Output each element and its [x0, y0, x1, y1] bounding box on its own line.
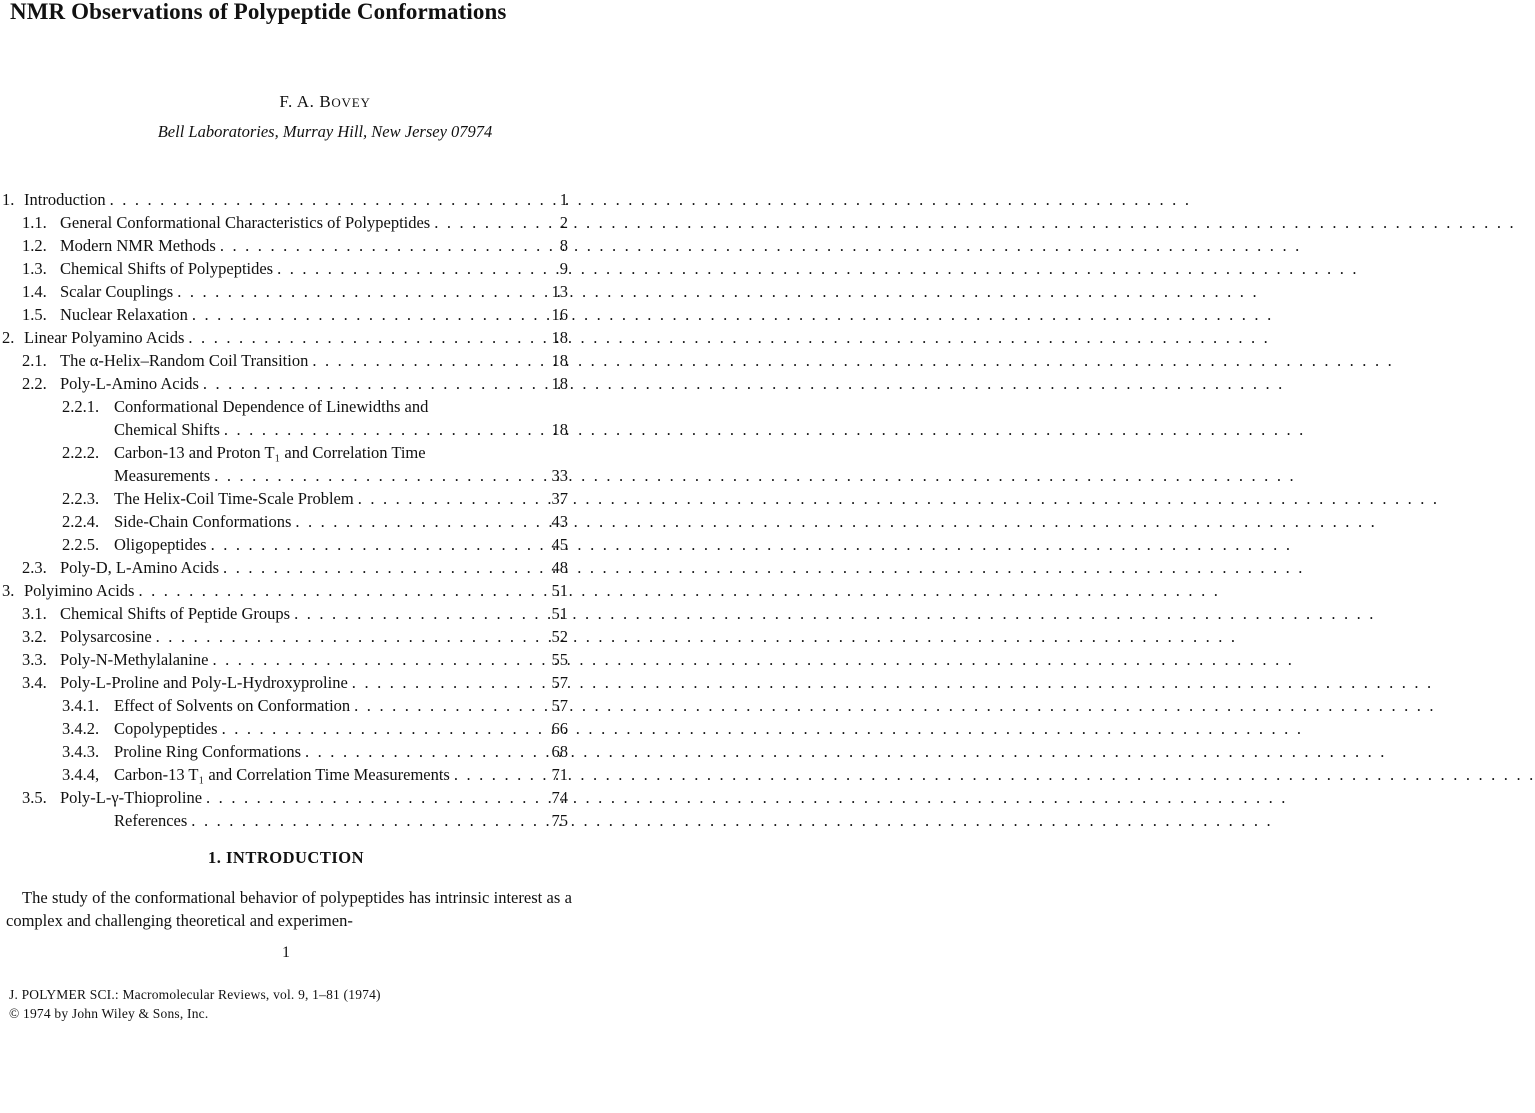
- toc-entry[interactable]: [62, 696, 568, 719]
- toc-title: References: [114, 811, 188, 830]
- toc-page: 18: [551, 420, 568, 439]
- toc-page: 68: [551, 742, 568, 761]
- toc-leader: [177, 282, 547, 302]
- toc-page: 2: [559, 213, 568, 232]
- toc-leader: [294, 604, 547, 624]
- toc-entry[interactable]: [22, 305, 568, 328]
- toc-number: 2.: [2, 328, 15, 347]
- toc-number: 3.4.2.: [62, 719, 100, 738]
- toc-number: 3.: [2, 581, 15, 600]
- toc-leader: [138, 581, 547, 601]
- toc-title: General Conformational Characteristics of Polypeptides: [60, 213, 431, 232]
- toc-entry[interactable]: [22, 213, 568, 236]
- toc-entry[interactable]: [62, 719, 568, 742]
- author-name: [0, 92, 650, 112]
- toc-leader: [191, 811, 547, 831]
- toc-number: 2.2.5.: [62, 535, 100, 554]
- toc-entry[interactable]: [2, 190, 568, 213]
- toc-number: 1.2.: [22, 236, 47, 255]
- toc-entry[interactable]: [22, 374, 568, 397]
- body-paragraph: The study of the conformational behavior of polypeptides has intrinsic interest as a complex and challenging theoretical and experimen-: [6, 888, 572, 930]
- toc-entry[interactable]: [22, 558, 568, 581]
- toc-page: 71: [551, 765, 568, 784]
- toc-title: Carbon-13 and Proton T₁ and Correlation Time: [114, 443, 426, 462]
- toc-number: 3.1.: [22, 604, 47, 623]
- toc-title: Linear Polyamino Acids: [24, 328, 185, 347]
- toc-number: 3.4.3.: [62, 742, 100, 761]
- toc-title: Copolypeptides: [114, 719, 218, 738]
- toc-number: 2.2.1.: [62, 397, 100, 416]
- journal-page: [0, 0, 650, 1113]
- toc-title: Oligopeptides: [114, 535, 207, 554]
- toc-title: Chemical Shifts: [114, 420, 220, 439]
- toc-number: 2.2.: [22, 374, 47, 393]
- toc-number: 2.2.3.: [62, 489, 100, 508]
- toc-leader: [295, 512, 547, 532]
- toc-title: The Helix-Coil Time-Scale Problem: [114, 489, 354, 508]
- toc-number: 1.5.: [22, 305, 47, 324]
- toc-title: Chemical Shifts of Peptide Groups: [60, 604, 291, 623]
- toc-page: 13: [551, 282, 568, 301]
- toc-entry[interactable]: [62, 535, 568, 558]
- toc-number: 2.2.2.: [62, 443, 100, 462]
- toc-leader: [156, 627, 548, 647]
- toc-entry[interactable]: [2, 328, 568, 351]
- toc-entry-continuation[interactable]: [114, 420, 568, 443]
- toc-page: 51: [551, 604, 568, 623]
- toc-title: Poly-D, L-Amino Acids: [60, 558, 220, 577]
- toc-number: 3.3.: [22, 650, 47, 669]
- toc-leader: [224, 420, 548, 440]
- toc-number: 2.2.4.: [62, 512, 100, 531]
- journal-footer: [9, 985, 381, 1023]
- toc-title: Polysarcosine: [60, 627, 152, 646]
- toc-number: 3.2.: [22, 627, 47, 646]
- toc-entry[interactable]: [62, 811, 568, 834]
- toc-leader: [277, 259, 550, 279]
- toc-page: 16: [551, 305, 568, 324]
- toc-entry[interactable]: [62, 765, 568, 788]
- toc-entry[interactable]: [22, 650, 568, 673]
- toc-leader: [211, 535, 548, 555]
- author-affiliation: Bell Laboratories, Murray Hill, New Jersey 07974: [157, 122, 493, 141]
- toc-number: 1.4.: [22, 282, 47, 301]
- author-initials: F. A. B: [279, 92, 332, 111]
- toc-title: Nuclear Relaxation: [60, 305, 188, 324]
- toc-title: The α-Helix–Random Coil Transition: [60, 351, 309, 370]
- toc-leader: [354, 696, 547, 716]
- toc-title: Scalar Couplings: [60, 282, 174, 301]
- toc-title: Side-Chain Conformations: [114, 512, 292, 531]
- toc-entry[interactable]: [22, 236, 568, 259]
- toc-page: 75: [551, 811, 568, 830]
- toc-entry[interactable]: [22, 282, 568, 305]
- toc-entry[interactable]: [22, 259, 568, 282]
- toc-title: Conformational Dependence of Linewidths and: [114, 397, 429, 416]
- toc-title: Effect of Solvents on Conformation: [114, 696, 351, 715]
- toc-title: Poly-L-Proline and Poly-L-Hydroxyproline: [60, 673, 348, 692]
- toc-page: 9: [559, 259, 568, 278]
- toc-entry[interactable]: [62, 443, 568, 466]
- toc-leader: [192, 305, 548, 325]
- toc-entry[interactable]: [22, 788, 568, 811]
- toc-number: 1.1.: [22, 213, 47, 232]
- toc-title: Introduction: [24, 190, 106, 209]
- toc-entry[interactable]: [62, 742, 568, 765]
- toc-page: 52: [551, 627, 568, 646]
- toc-entry[interactable]: [22, 627, 568, 650]
- toc-number: 2.1.: [22, 351, 47, 370]
- toc-page: 18: [551, 374, 568, 393]
- toc-title: Proline Ring Conformations: [114, 742, 301, 761]
- toc-title: Measurements: [114, 466, 211, 485]
- toc-title: Chemical Shifts of Polypeptides: [60, 259, 274, 278]
- toc-leader: [352, 673, 548, 693]
- toc-leader: [188, 328, 547, 348]
- toc-leader: [222, 719, 548, 739]
- toc-page: 18: [551, 328, 568, 347]
- toc-page: 57: [551, 696, 568, 715]
- article-title: NMR Observations of Polypeptide Conformations: [10, 0, 507, 24]
- toc-page: 37: [551, 489, 568, 508]
- toc-entry[interactable]: [22, 351, 568, 374]
- toc-page: 51: [551, 581, 568, 600]
- toc-title: Poly-N-Methylalanine: [60, 650, 209, 669]
- toc-page: 57: [551, 673, 568, 692]
- toc-leader: [305, 742, 548, 762]
- toc-title: Polyimino Acids: [24, 581, 135, 600]
- toc-entry[interactable]: [62, 512, 568, 535]
- toc-leader: [212, 650, 547, 670]
- copyright-notice: © 1974 by John Wiley & Sons, Inc.: [9, 1006, 209, 1021]
- toc-page: 48: [551, 558, 568, 577]
- toc-leader: [454, 765, 548, 785]
- toc-page: 1: [559, 190, 568, 209]
- toc-page: 74: [551, 788, 568, 807]
- toc-title: Modern NMR Methods: [60, 236, 216, 255]
- toc-page: 66: [551, 719, 568, 738]
- toc-leader: [312, 351, 547, 371]
- toc-page: 45: [551, 535, 568, 554]
- toc-title: Poly-L-Amino Acids: [60, 374, 199, 393]
- toc-leader: [203, 374, 548, 394]
- toc-entry[interactable]: [2, 581, 568, 604]
- toc-leader: [223, 558, 547, 578]
- toc-number: 2.3.: [22, 558, 47, 577]
- toc-page: 8: [559, 236, 568, 255]
- toc-page: 33: [551, 466, 568, 485]
- toc-number: 1.3.: [22, 259, 47, 278]
- toc-number: 1.: [2, 190, 15, 209]
- toc-title: Poly-L-γ-Thioproline: [60, 788, 203, 807]
- toc-leader: [214, 466, 547, 486]
- toc-page: 18: [551, 351, 568, 370]
- toc-number: 3.5.: [22, 788, 47, 807]
- toc-title: Carbon-13 T₁ and Correlation Time Measurements: [114, 765, 450, 784]
- author-surname-smallcaps: OVEY: [331, 95, 371, 110]
- toc-number: 3.4.: [22, 673, 47, 692]
- page-number: 1: [282, 944, 290, 961]
- toc-leader: [358, 489, 548, 509]
- toc-entry-continuation[interactable]: [114, 466, 568, 489]
- toc-leader: [434, 213, 550, 233]
- toc-leader: [110, 190, 550, 210]
- toc-leader: [206, 788, 547, 808]
- toc-entry[interactable]: [62, 489, 568, 512]
- toc-page: 55: [551, 650, 568, 669]
- section-heading: 1. INTRODUCTION: [207, 848, 365, 867]
- toc-number: 3.4.4,: [62, 765, 100, 784]
- toc-leader: [220, 236, 550, 256]
- toc-entry[interactable]: [22, 673, 568, 696]
- toc-entry[interactable]: [62, 397, 568, 420]
- toc-entry[interactable]: [22, 604, 568, 627]
- toc-number: 3.4.1.: [62, 696, 100, 715]
- toc-page: 43: [551, 512, 568, 531]
- journal-citation: J. POLYMER SCI.: Macromolecular Reviews, vol. 9, 1–81 (1974): [9, 987, 381, 1002]
